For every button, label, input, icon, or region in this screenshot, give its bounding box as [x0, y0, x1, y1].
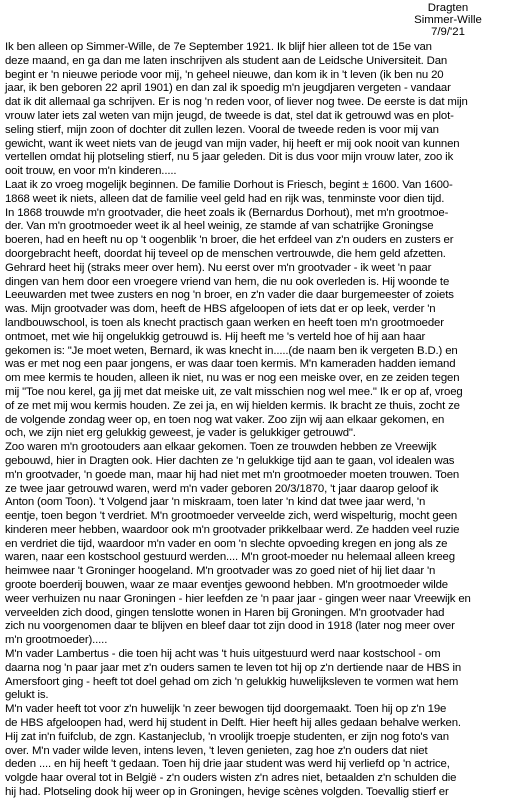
memoir-body-text — [5, 41, 509, 800]
text-line: Zoo waren m'n grootouders aan elkaar gekomen. Toen ze trouwden hebben ze Vreewijk — [5, 441, 437, 454]
text-line: gebouwd, hier in Dragten ook. Hier dachten ze 'n gelukkige tijd aan te gaan, vol idealen was — [5, 454, 455, 467]
text-line: M'n vader heeft tot voor z'n huwelijk 'n zeer bewogen tijd doorgemaakt. Toen hij op z'n 19e — [5, 703, 447, 716]
text-line: ooit trouw, en voor m'n kinderen..... — [5, 165, 177, 178]
text-line: Hij zat in'n fuifclub, de zgn. Kastanjeclub, 'n vroolijk troepje studenten, er zijn nog foto's van — [5, 730, 449, 743]
text-line: deden .... en hij heeft 't gedaan. Toen hij drie jaar student was werd hij verliefd op 'n actrice, — [5, 758, 450, 771]
text-line: deze maand, en ga dan me laten inschrijven als student aan de Leidsche Universiteit. Dan — [5, 54, 448, 67]
text-line: boeren, had en heeft nu op 't oogenblik 'n broer, die het erfdeel van z'n ouders en zusters er — [5, 234, 454, 247]
text-line: vrouw later iets zal weten van mijn jeugd, de tweede is dat, stel dat ik getrouwd was en plot- — [5, 109, 454, 122]
text-line: Gehrard heet hij (straks meer over hem). Nu eerst over m'n grootvader - ik weet 'n paar — [5, 261, 432, 274]
text-line: der. Van m'n grootmoeder weet ik al heel weinig, ze stamde af van schatrijke Groningse — [5, 220, 434, 233]
text-line: weer verhuizen nu naar Groningen - hier leefden ze 'n paar jaar - gingen weer naar Vreewijk en — [5, 592, 471, 605]
text-line: dat ik dit allemaal ga schrijven. Er is nog 'n reden voor, of liever nog twee. De eerste is dat mijn — [5, 96, 468, 109]
text-line: Anton (oom Toon). 't Volgend jaar 'n miskraam, toen later 'n kind dat twee jaar werd, 'n — [5, 496, 426, 509]
text-line: en verdriet die tijd, waardoor m'n vader en oom 'n slechte opvoeding kregen en jong als ze — [5, 537, 448, 550]
header-date: 7/9/'21 — [431, 26, 465, 38]
text-line: verveelden zich dood, gingen tenslotte wonen in Haren bij Groningen. M'n grootvader had — [5, 606, 445, 619]
text-line: was er met nog een paar jongens, er was daar toen kermis. M'n kameraden hadden iemand — [5, 358, 456, 371]
text-line: mij "Toe nou kerel, ga jij met dat meiske uit, ze valt misschien nog wel mee." Ik er op af, vroeg — [5, 385, 463, 398]
text-line: groote boerderij bouwen, waar ze maar eventjes gewoond hebben. M'n grootmoeder wilde — [5, 579, 448, 592]
text-line: de volgende zondag weer op, en toen nog wat vaker. Zoo zijn wij aan elkaar gekomen, en — [5, 413, 445, 426]
text-line: waren, naar een kostschool gestuurd werden.... M'n groot-moeder nu helemaal alleen kreeg — [5, 551, 455, 564]
text-line: m'n grootmoeder)..... — [5, 634, 108, 647]
text-line: volgde haar overal tot in België - z'n ouders wisten z'n adres niet, betaalden z'n schulden die — [5, 772, 457, 785]
text-line: om mee kermis te houden, alleen ik niet, nu was er nog een meiske over, en ze zeiden tegen — [5, 372, 460, 385]
document-header — [393, 2, 503, 38]
text-line: och, we zijn niet erg gelukkig geweest, je vader is gelukkiger getrouwd". — [5, 427, 356, 440]
text-line: hij had. Plotseling dook hij weer op in Groningen, hevige scènes volgden. Toevallig stierf er — [5, 786, 449, 799]
text-line: gewicht, want ik weet niets van de jeugd van mijn vader, hij heeft er mij ook nooit van kunnen — [5, 137, 460, 150]
text-line: Leeuwarden met twee zusters en nog 'n broer, en z'n vader die daar burgemeester of zoiets — [5, 289, 454, 302]
text-line: Ik ben alleen op Simmer-Wille, de 7e September 1921. Ik blijf hier alleen tot de 15e van — [5, 41, 432, 53]
text-line: seling stierf, mijn zoon of dochter dit zullen lezen. Vooral de tweede reden is voor mij van — [5, 123, 439, 136]
text-line: ze twee jaar getrouwd waren, werd m'n vader geboren 20/3/1870, 't jaar daarop geloof ik — [5, 482, 439, 495]
text-line: was. Mijn grootvader was dom, heeft de HBS afgeloopen of iets dat er op leek, verder 'n — [5, 303, 436, 316]
text-line: Laat ik zo vroeg mogelijk beginnen. De familie Dorhout is Friesch, begint ± 1600. Van 1600- — [5, 178, 453, 191]
text-line: gekomen is: "Je moet weten, Bernard, ik was knecht in.....(de naam ben ik vergeten B.D.) en — [5, 344, 458, 357]
text-line: eentje, toen begon 't verdriet. M'n grootmoeder verveelde zich, werd wispelturig, mocht geen — [5, 510, 458, 523]
text-line: heimwee naar 't Groninger hoogeland. M'n grootvader was zo goed niet of hij liet daar 'n — [5, 565, 436, 578]
text-line: ontmoet, met wie hij ongelukkig getrouwd is. Hij heeft me 's verteld hoe of hij aan haar — [5, 330, 426, 343]
text-line: de HBS afgeloopen had, werd hij student in Delft. Hier heeft hij alles gedaan behalve werken. — [5, 717, 461, 730]
text-line: 1868 weet ik niets, alleen dat de familie veel geld had en rijk was, tenminste voor dien tijd. — [5, 192, 445, 205]
text-line: of ze met mij wou kermis houden. Ze zei ja, en wij hielden kermis. Ik bracht ze thuis, zocht ze — [5, 399, 460, 412]
text-line: zich nu voorgenomen daar te blijven en bleef daar tot zijn dood in 1918 (later nog meer over — [5, 620, 455, 633]
text-line: M'n vader Lambertus - die toen hij acht was 't huis uitgestuurd werd naar kostschool - om — [5, 648, 441, 661]
text-line: landbouwschool, is toen als knecht practisch gaan werken en heeft toen m'n grootmoeder — [5, 316, 444, 329]
text-line: kinderen meer hebben, waardoor ook m'n grootvader prikkelbaar werd. Ze hadden veel ruzie — [5, 523, 460, 536]
text-line: begint er 'n nieuwe periode voor mij, 'n geheel nieuwe, dan kom ik in 't leven (ik ben nu 20 — [5, 68, 444, 81]
text-line: m'n grootvader, 'n goede man, maar hij had niet met m'n grootmoeder moeten trouwen. Toen — [5, 468, 460, 481]
text-line: gelukt is. — [5, 689, 49, 702]
header-place: Dragten — [427, 2, 469, 14]
text-line: daarna nog 'n paar jaar met z'n ouders samen te leven tot hij op z'n dertiende naar de HBS in — [5, 661, 462, 674]
text-line: In 1868 trouwde m'n grootvader, die heet zoals ik (Bernardus Dorhout), met m'n grootmoe- — [5, 206, 449, 219]
text-line: dingen van hem door een vroegere vriend van hem, die nu ook overleden is. Hij woonde te — [5, 275, 450, 288]
text-line: vertellen omdat hij plotseling stierf, nu 5 jaar geleden. Dit is dus voor mijn vrouw later, zoo ik — [5, 151, 454, 164]
header-location: Simmer-Wille — [414, 14, 482, 26]
text-line: over. M'n vader wilde leven, intens leven, 't leven genieten, zag hoe z'n ouders dat niet — [5, 744, 428, 757]
text-line: jaar, ik ben geboren 22 april 1901) en dan zal ik spoedig m'n jeugdjaren vergeten - vandaar — [5, 82, 451, 95]
text-line: doorgebracht heeft, doordat hij teveel op de menschen vertrouwde, die hem geld afzetten. — [5, 247, 446, 260]
text-line: Amersfoort ging - heeft tot doel gehad om zich 'n gelukkig huwelijksleven te vormen wat hem — [5, 675, 459, 688]
